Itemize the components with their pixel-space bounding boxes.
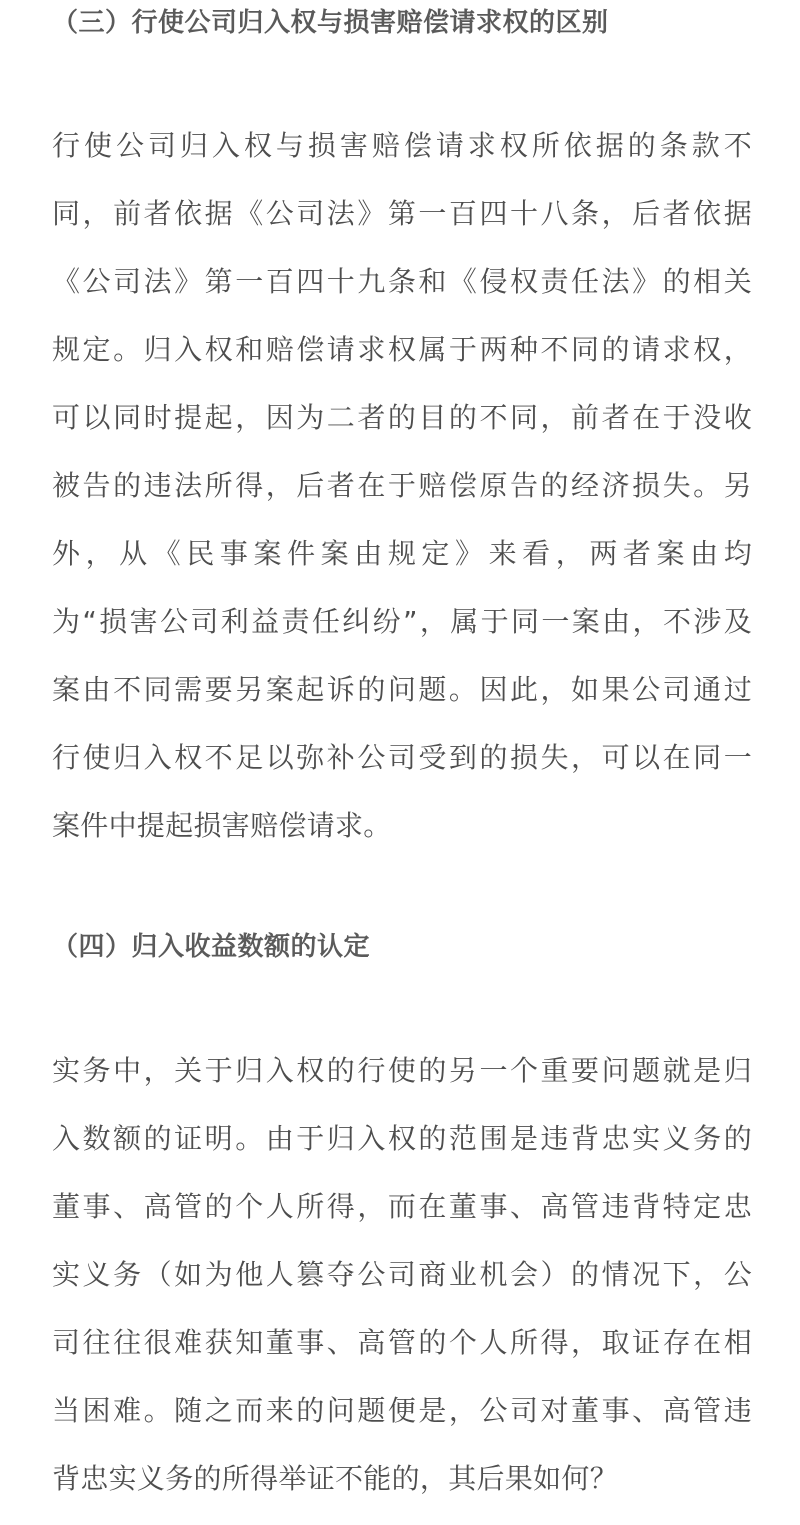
- paragraph-line: 可以同时提起，因为二者的目的不同，前者在于没收: [52, 401, 752, 434]
- paragraph-line: 背忠实义务的所得举证不能的，其后果如何？: [52, 1462, 619, 1495]
- paragraph-line: 当困难。随之而来的问题便是，公司对董事、高管违: [52, 1394, 752, 1427]
- paragraph-line: 案件中提起损害赔偿请求。: [52, 809, 392, 842]
- paragraph-line: 《公司法》第一百四十九条和《侵权责任法》的相关: [52, 265, 752, 298]
- paragraph-line: 实务中，关于归入权的行使的另一个重要问题就是归: [52, 1054, 752, 1087]
- paragraph-line: 董事、高管的个人所得，而在董事、高管违背特定忠: [52, 1190, 752, 1223]
- paragraph-line: 行使公司归入权与损害赔偿请求权所依据的条款不: [52, 129, 752, 162]
- paragraph-line: 被告的违法所得，后者在于赔偿原告的经济损失。另: [52, 469, 752, 502]
- section-paragraph-4: [52, 1049, 752, 1525]
- paragraph-line: 同，前者依据《公司法》第一百四十八条，后者依据: [52, 197, 752, 230]
- paragraph-line: 案由不同需要另案起诉的问题。因此，如果公司通过: [52, 673, 752, 706]
- paragraph-line: 司往往很难获知董事、高管的个人所得，取证存在相: [52, 1326, 752, 1359]
- section-heading-4: （四）归入收益数额的认定: [52, 932, 371, 962]
- paragraph-line: 行使归入权不足以弥补公司受到的损失，可以在同一: [52, 741, 752, 774]
- paragraph-line: 外，从《民事案件案由规定》来看，两者案由均: [52, 537, 752, 570]
- paragraph-line: 规定。归入权和赔偿请求权属于两种不同的请求权，: [52, 333, 752, 366]
- paragraph-line: 实义务（如为他人篡夺公司商业机会）的情况下，公: [52, 1258, 752, 1291]
- paragraph-line: 为“损害公司利益责任纠纷”，属于同一案由，不涉及: [52, 605, 752, 638]
- section-paragraph-3: [52, 124, 752, 872]
- section-heading-3: （三）行使公司归入权与损害赔偿请求权的区别: [52, 8, 609, 38]
- paragraph-line: 入数额的证明。由于归入权的范围是违背忠实义务的: [52, 1122, 752, 1155]
